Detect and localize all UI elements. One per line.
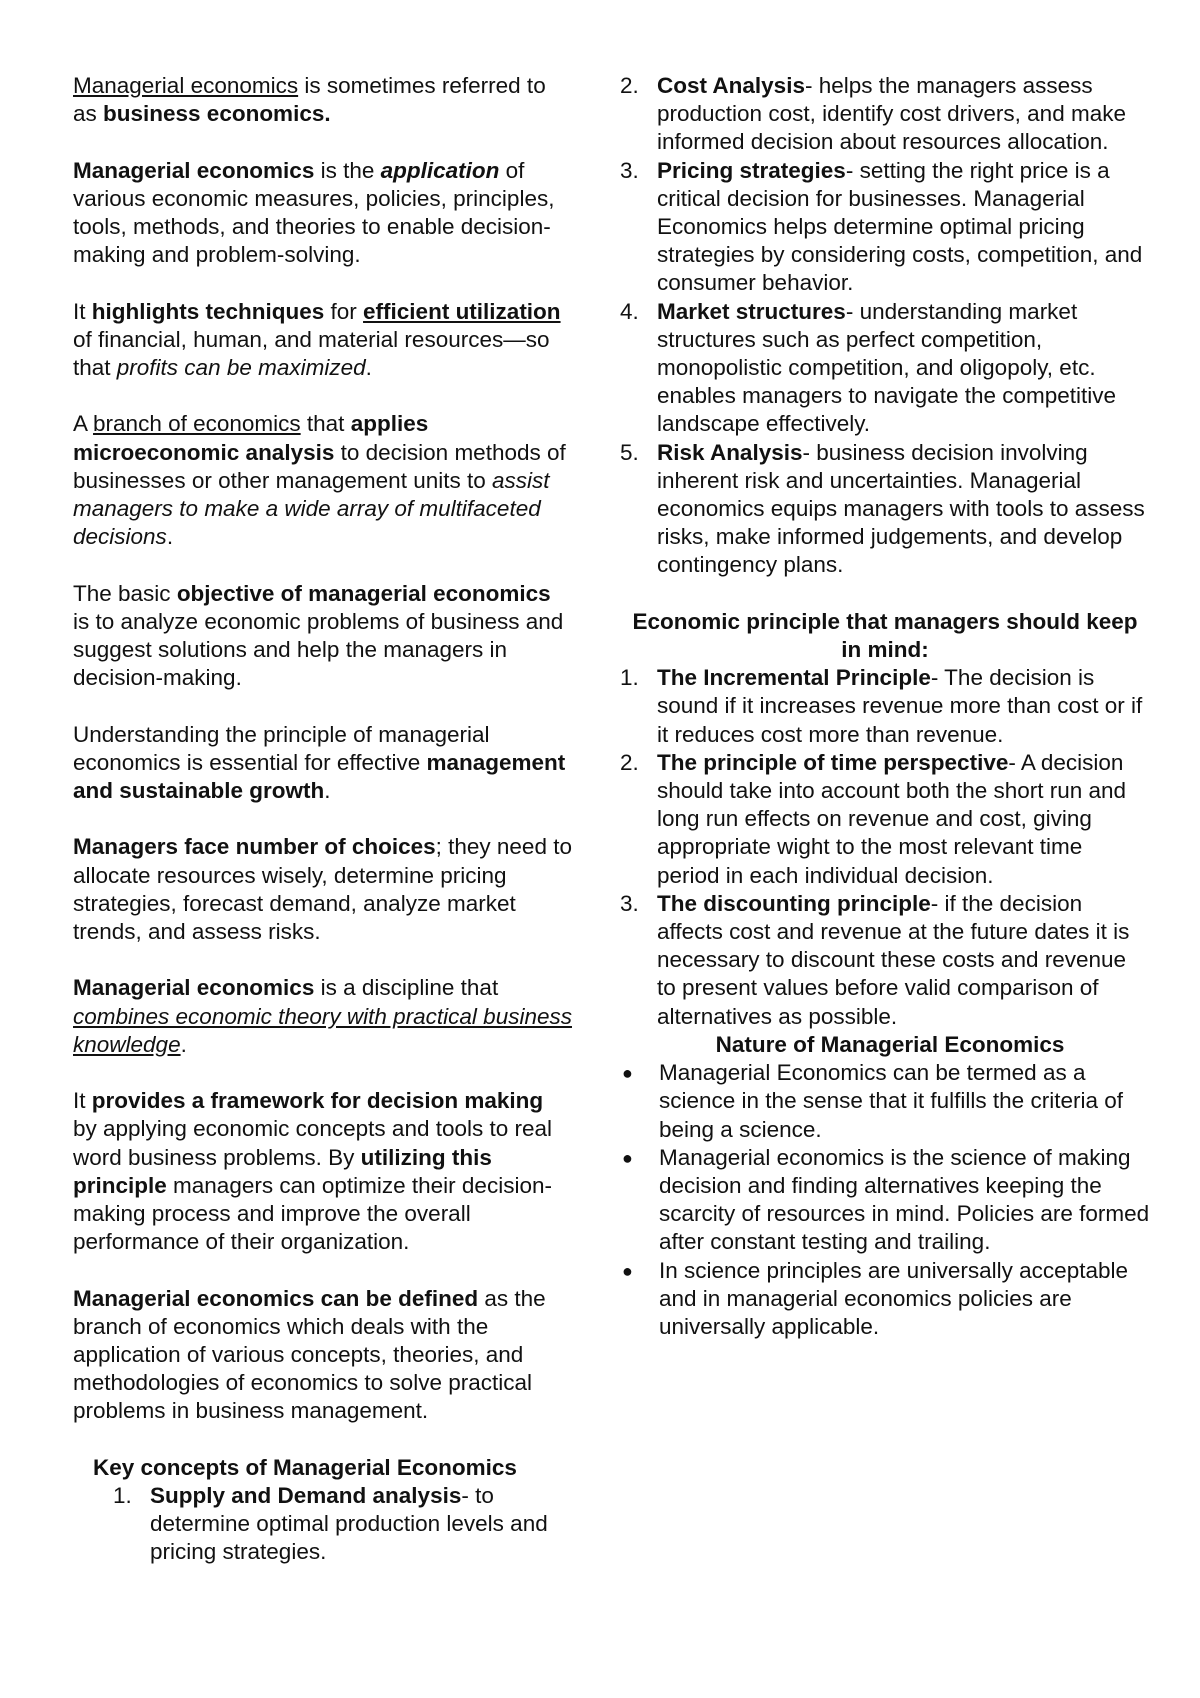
principles-list [620, 664, 1150, 1031]
text: . [365, 355, 372, 380]
paragraph-understanding [73, 721, 573, 806]
bullet-text: Managerial Economics can be termed as a science in the sense that it fulfills the criteria of being a science. [659, 1060, 1123, 1142]
list-item [73, 1482, 573, 1567]
item-text: - to determine optimal production levels and pricing strategies. [150, 1483, 548, 1565]
item-text: - if the decision affects cost and revenue at the future dates it is necessary to discount these costs and revenue to present values before valid comparison of alternatives as possible. [657, 890, 1130, 1029]
list-item [620, 72, 1150, 157]
text: as the branch of economics which deals with the application of various concepts, theories, and methodologies of economics to solve practical problems in business management. [73, 1285, 546, 1424]
text: of various economic measures, policies, principles, tools, methods, and theories to enable decision-making and problem-solving. [73, 157, 555, 268]
paragraph-techniques [73, 298, 573, 383]
italic-term: assist managers to make a wide array of multifaceted decisions [73, 467, 550, 550]
bullet-icon: ● [622, 1147, 633, 1168]
right-column [620, 72, 1150, 1341]
italic-term: application [380, 157, 500, 183]
list-text [657, 72, 1150, 157]
text: to decision methods of businesses or other management units to [73, 439, 566, 493]
text: managers can optimize their decision-making process and improve the overall performance of their organization. [73, 1172, 552, 1255]
item-title: The discounting principle [657, 890, 931, 916]
bullet-item [620, 1059, 1150, 1144]
text: It [73, 298, 92, 324]
list-number: 3. [620, 890, 639, 916]
item-title: The principle of time perspective [657, 749, 1009, 775]
paragraph-branch [73, 410, 573, 551]
bullet-icon: ● [622, 1260, 633, 1281]
item-text: - The decision is sound if it increases revenue more than cost or if it reduces cost more than revenue. [657, 665, 1143, 747]
bold-term: provides a framework for decision making [91, 1088, 544, 1114]
bold-term: objective of managerial economics [176, 580, 551, 606]
list-text [657, 890, 1150, 1031]
bold-term: Managerial economics [73, 975, 315, 1001]
nature-list [620, 1059, 1150, 1341]
list-item [620, 439, 1150, 580]
nature-heading: Nature of Managerial Economics [715, 1031, 1065, 1057]
paragraph-objective [73, 580, 573, 693]
key-concepts-list [73, 1482, 573, 1567]
list-number: 2. [620, 749, 639, 775]
list-text [657, 439, 1150, 580]
list-text [150, 1482, 573, 1567]
text: . [180, 1031, 187, 1057]
key-concepts-heading: Key concepts of Managerial Economics [93, 1454, 517, 1480]
list-item [620, 749, 1150, 890]
item-text: - A decision should take into account both the short run and long run effects on revenue and cost, giving appropriate wight to the most relevant time period in each individual decision. [657, 749, 1127, 888]
list-text [657, 298, 1150, 439]
text: Understanding the principle of managerial economics is essential for effective [73, 721, 490, 775]
underlined-term: branch of economics [93, 411, 301, 437]
list-text [657, 664, 1150, 749]
item-title: The Incremental Principle [657, 665, 931, 691]
economic-principle-heading: Economic principle that managers should keep in mind: [632, 608, 1138, 663]
bullet-item [620, 1144, 1150, 1257]
text: is a discipline that [314, 975, 499, 1001]
list-number: 5. [620, 439, 639, 465]
italic-term: profits can be maximized [116, 355, 366, 380]
list-number: 2. [620, 73, 639, 98]
text: for [324, 298, 364, 324]
italic-underlined-term: combines economic theory with practical business knowledge [73, 1003, 572, 1057]
list-item [620, 890, 1150, 1031]
item-text: - business decision involving inherent risk and uncertainties. Managerial economics equips managers with tools to assess risks, make informed judgements, and develop contingency plans. [657, 439, 1145, 578]
bold-term: Managerial economics can be defined [73, 1285, 479, 1311]
text: is sometimes referred to as [73, 73, 546, 127]
text: by applying economic concepts and tools to real word business problems. By [73, 1116, 553, 1170]
list-number: 3. [620, 157, 639, 183]
bold-term: applies microeconomic analysis [73, 411, 429, 465]
bullet-text: In science principles are universally acceptable and in managerial economics policies are universally applicable. [659, 1257, 1128, 1339]
list-text [657, 157, 1150, 298]
text: A [73, 411, 94, 437]
item-text: - helps the managers assess production cost, identify cost drivers, and make informed decision about resources allocation. [657, 73, 1126, 155]
text: is the [314, 157, 381, 183]
list-item [620, 157, 1150, 298]
text: that [300, 411, 351, 437]
bold-term: Managerial economics [73, 157, 315, 183]
text: is to analyze economic problems of business and suggest solutions and help the managers in decision-making. [73, 608, 564, 691]
text: The basic [73, 580, 177, 606]
term-business-economics: business economics. [103, 101, 331, 127]
item-title: Market structures [657, 298, 846, 324]
bullet-icon: ● [622, 1063, 633, 1084]
text: of financial, human, and material resources—so that [73, 326, 550, 380]
term-managerial-economics: Managerial economics [73, 73, 299, 98]
list-number: 1. [113, 1483, 132, 1508]
text: ; they need to allocate resources wisely, determine pricing strategies, forecast demand, analyze market trends, and assess risks. [73, 834, 572, 944]
list-text [657, 749, 1150, 890]
bullet-item [620, 1257, 1150, 1342]
list-number: 1. [620, 665, 639, 691]
text: It [73, 1088, 92, 1114]
list-item [620, 664, 1150, 749]
item-text: - understanding market structures such as perfect competition, monopolistic competition, and oligopoly, etc. enables managers to navigate the competitive landscape effectively. [657, 298, 1117, 437]
item-text: - setting the right price is a critical decision for businesses. Managerial Economics helps determine optimal pricing strategies by considering costs, competition, and consumer behavior. [657, 157, 1143, 296]
bold-term: Managers face number of choices [73, 834, 436, 860]
bold-term: management and sustainable growth [73, 749, 566, 803]
bold-term: highlights techniques [91, 298, 325, 324]
paragraph-application [73, 157, 573, 270]
item-title: Supply and Demand analysis [150, 1483, 462, 1508]
item-title: Pricing strategies [657, 157, 846, 183]
paragraph-framework [73, 1087, 573, 1256]
item-title: Risk Analysis [657, 439, 803, 465]
text: . [166, 524, 174, 550]
paragraph-discipline [73, 974, 573, 1059]
left-column [73, 72, 573, 1567]
bullet-text: Managerial economics is the science of making decision and finding alternatives keeping the scarcity of resources in mind. Policies are formed after constant testing and trailing. [659, 1144, 1150, 1255]
list-number: 4. [620, 298, 639, 324]
bold-term: utilizing this principle [73, 1144, 492, 1198]
key-concepts-list-continued [620, 72, 1150, 580]
paragraph-business-economics [73, 72, 573, 128]
bold-underlined-term: efficient utilization [363, 298, 561, 324]
list-item [620, 298, 1150, 439]
item-title: Cost Analysis [657, 73, 805, 98]
spacer [650, 580, 1150, 608]
paragraph-definition [73, 1285, 573, 1426]
paragraph-choices [73, 833, 573, 946]
text: . [324, 778, 331, 803]
